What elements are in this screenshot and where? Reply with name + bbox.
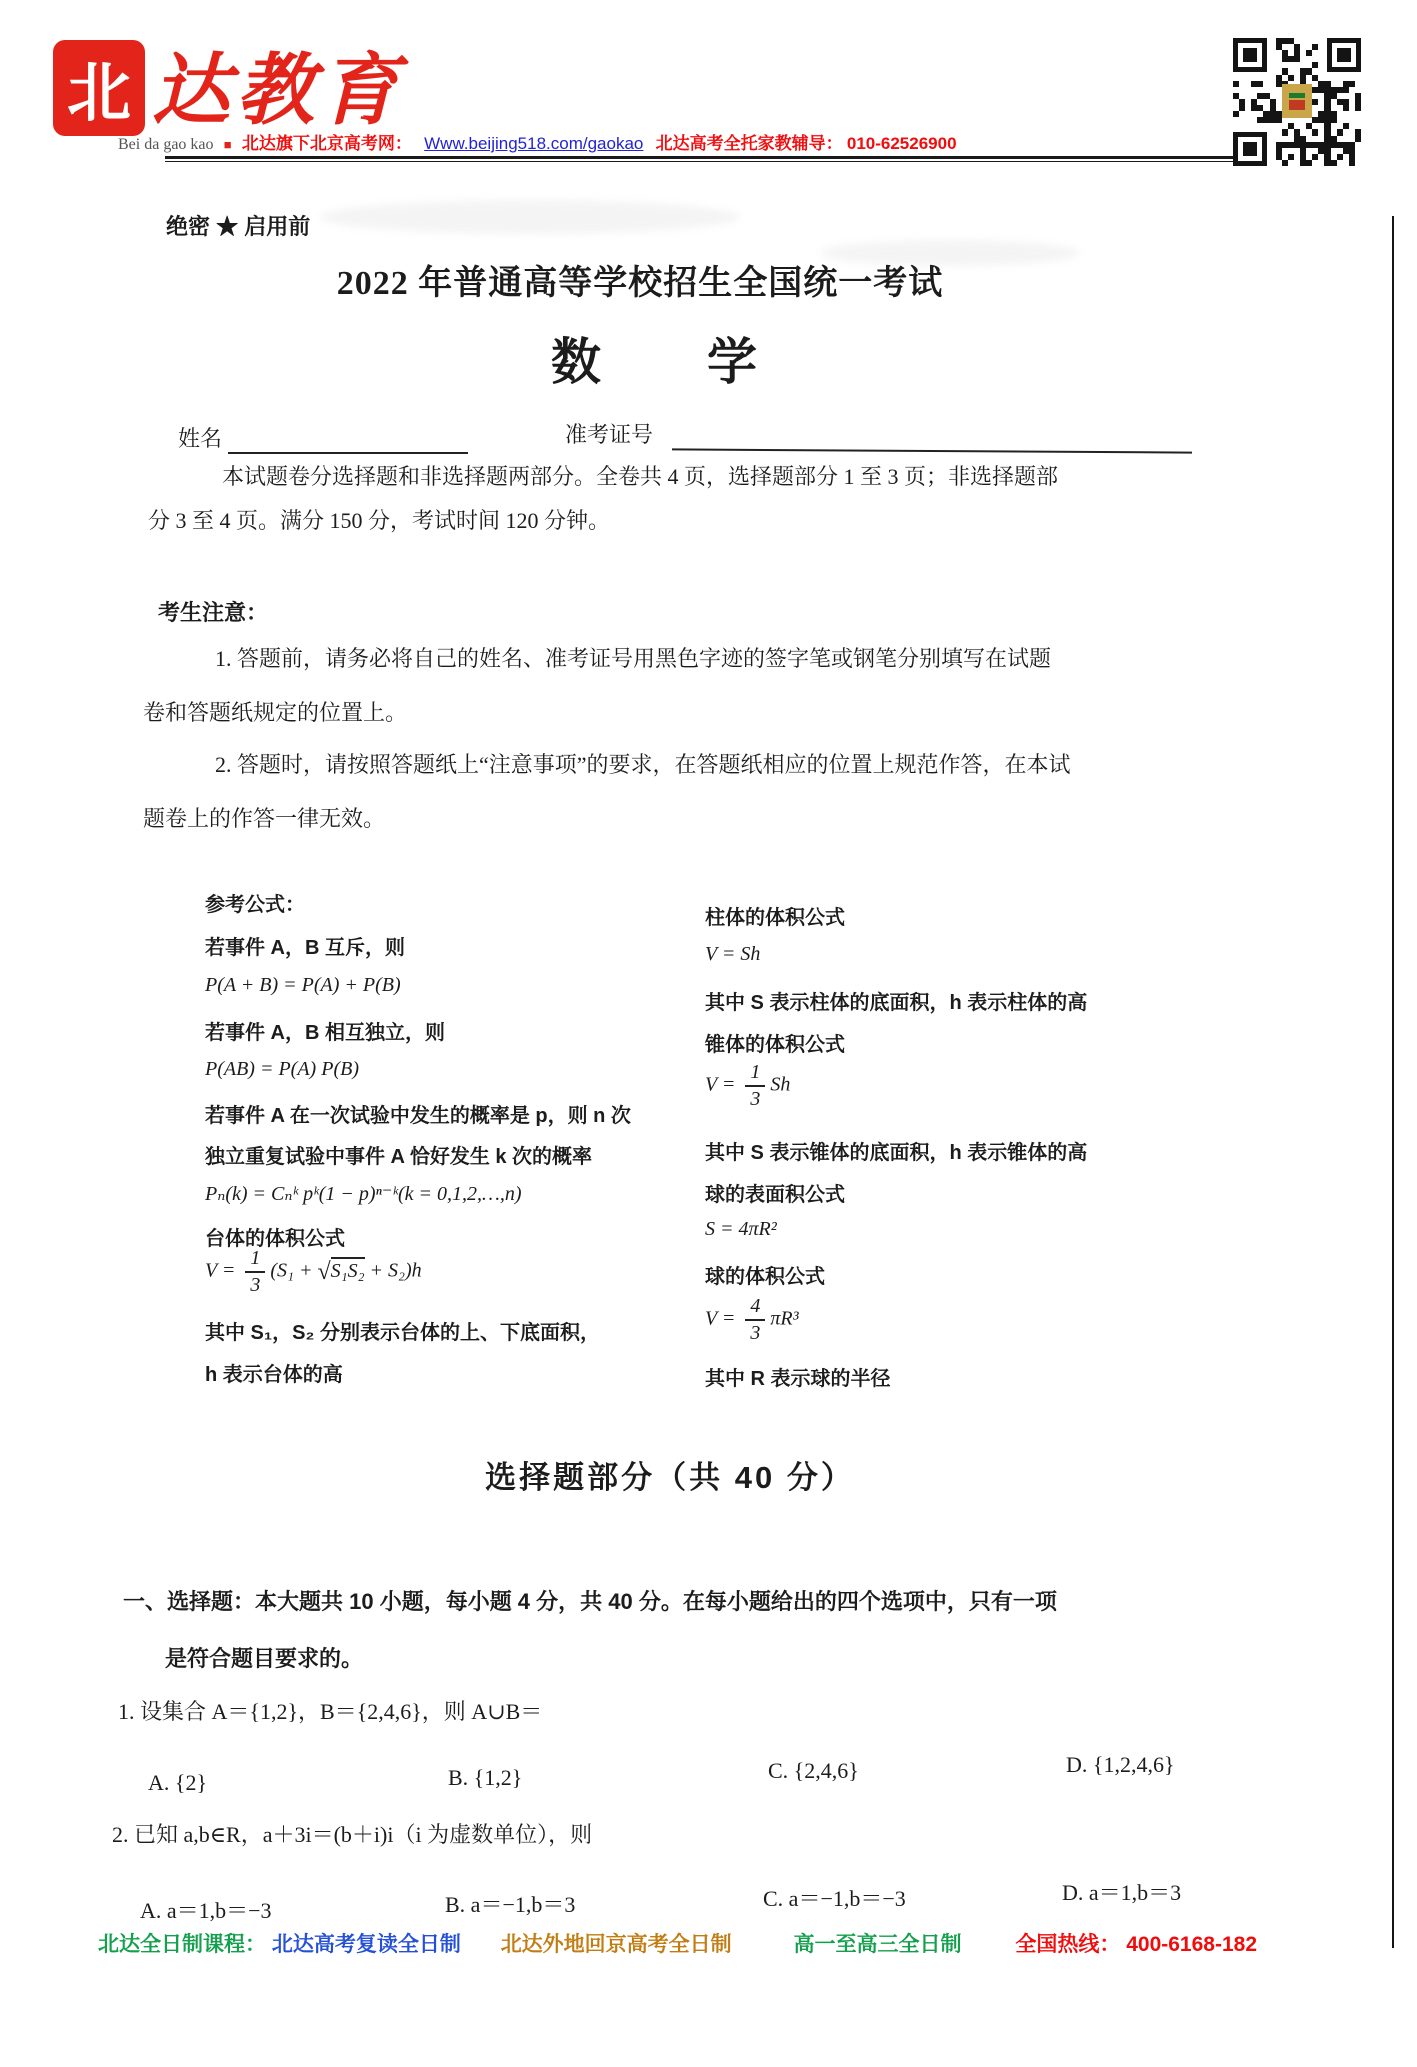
scan-edge-line bbox=[1392, 216, 1394, 1948]
formula-line: 若事件 A，B 互斥，则 bbox=[205, 937, 405, 959]
ticket-underline bbox=[672, 448, 1192, 453]
site-url-link[interactable]: Www.beijing518.com/gaokao bbox=[424, 134, 644, 153]
tagline-en: Bei da gao kao bbox=[118, 136, 214, 153]
brand-seal-icon: 北 bbox=[55, 42, 143, 134]
formula-fragment: V = bbox=[205, 1259, 241, 1282]
site-label: 北达旗下北京高考网： bbox=[241, 134, 412, 153]
formula-line: 若事件 A 在一次试验中发生的概率是 p，则 n 次 bbox=[205, 1105, 631, 1127]
formula-fragment: πR³ bbox=[770, 1307, 799, 1330]
subject-title: 数 学 bbox=[551, 334, 759, 390]
sphere-volume-formula bbox=[705, 1296, 799, 1344]
question-2-stem: 2. 已知 a,b∈R，a＋3i＝(b＋i)i（i 为虚数单位），则 bbox=[112, 1822, 593, 1847]
scan-smudge bbox=[320, 200, 740, 234]
frustum-volume-formula bbox=[205, 1248, 422, 1296]
formula-fragment: + S₂)h bbox=[364, 1259, 422, 1282]
fraction-denominator: 3 bbox=[250, 1274, 261, 1296]
formula-fragment: V = bbox=[705, 1307, 741, 1330]
formula-line: 其中 S₁，S₂ 分别表示台体的上、下底面积， bbox=[205, 1322, 600, 1344]
fraction-denominator: 3 bbox=[750, 1088, 761, 1110]
fraction bbox=[245, 1248, 265, 1296]
question-1-option-b: B. {1,2} bbox=[448, 1765, 523, 1790]
qr-finder-icon bbox=[1233, 38, 1267, 72]
fraction-numerator: 1 bbox=[245, 1248, 265, 1273]
exam-title: 2022 年普通高等学校招生全国统一考试 bbox=[336, 265, 944, 302]
footer-item-return-beijing: 北达外地回京高考全日制 bbox=[500, 1933, 732, 1956]
formula-line: 若事件 A，B 相互独立，则 bbox=[205, 1022, 445, 1044]
name-label: 姓名 bbox=[178, 426, 223, 451]
formula-fragment: V = bbox=[705, 1073, 741, 1096]
question-2-option-a: A. a＝1,b＝−3 bbox=[140, 1898, 272, 1923]
name-underline bbox=[228, 452, 468, 454]
qr-center-logo bbox=[1282, 84, 1312, 118]
formula-line: P(A + B) = P(A) + P(B) bbox=[205, 974, 401, 996]
intro-line: 分 3 至 4 页。满分 150 分，考试时间 120 分钟。 bbox=[148, 508, 611, 533]
radical-sign: √ bbox=[317, 1258, 331, 1285]
square-root bbox=[317, 1258, 365, 1285]
header-tagline bbox=[118, 129, 957, 154]
formula-line: 锥体的体积公式 bbox=[705, 1034, 845, 1056]
tutor-phone: 010-62526900 bbox=[846, 134, 957, 153]
formula-line: 其中 S 表示柱体的底面积，h 表示柱体的高 bbox=[705, 992, 1088, 1014]
formula-line: V = Sh bbox=[705, 943, 761, 965]
question-2-option-b: B. a＝−1,b＝3 bbox=[445, 1892, 576, 1917]
brand-name: 达教育 bbox=[152, 47, 405, 134]
question-2-option-d: D. a＝1,b＝3 bbox=[1062, 1880, 1182, 1905]
notice-item: 2. 答题时，请按照答题纸上“注意事项”的要求，在答题纸相应的位置上规范作答，在本试 bbox=[215, 752, 1071, 777]
fraction-numerator: 4 bbox=[745, 1296, 765, 1321]
question-2-option-c: C. a＝−1,b＝−3 bbox=[763, 1886, 906, 1911]
notice-item: 卷和答题纸规定的位置上。 bbox=[143, 700, 408, 725]
notice-item: 1. 答题前，请务必将自己的姓名、准考证号用黑色字迹的签字笔或钢笔分别填写在试题 bbox=[215, 646, 1052, 671]
formula-line: S = 4πR² bbox=[705, 1218, 777, 1240]
formula-line: Pₙ(k) = Cₙᵏ pᵏ(1 − p)ⁿ⁻ᵏ(k = 0,1,2,…,n) bbox=[205, 1183, 522, 1205]
fraction bbox=[745, 1296, 765, 1344]
notice-heading: 考生注意： bbox=[158, 600, 269, 625]
formulas-heading: 参考公式： bbox=[205, 894, 305, 916]
question-1-stem: 1. 设集合 A＝{1,2}，B＝{2,4,6}，则 A∪B＝ bbox=[118, 1699, 543, 1724]
ticket-label: 准考证号 bbox=[565, 422, 654, 447]
footer-hotline-number: 400-6168-182 bbox=[1126, 1933, 1257, 1956]
formula-line: 柱体的体积公式 bbox=[705, 907, 845, 929]
formula-line: 台体的体积公式 bbox=[205, 1228, 345, 1250]
formula-line: 独立重复试验中事件 A 恰好发生 k 次的概率 bbox=[205, 1146, 593, 1168]
header-rule-thick bbox=[165, 156, 1260, 159]
footer-hotline-label: 全国热线： bbox=[1015, 1933, 1121, 1956]
qr-finder-icon bbox=[1327, 38, 1361, 72]
intro-line: 本试题卷分选择题和非选择题两部分。全卷共 4 页，选择题部分 1 至 3 页；非选择题部 bbox=[222, 464, 1059, 489]
fraction-denominator: 3 bbox=[750, 1322, 761, 1344]
qr-finder-icon bbox=[1233, 132, 1267, 166]
cone-volume-formula bbox=[705, 1062, 790, 1110]
formula-line: 其中 R 表示球的半径 bbox=[705, 1368, 891, 1390]
formula-fragment: (S₁ + bbox=[270, 1259, 318, 1282]
fraction-numerator: 1 bbox=[745, 1062, 765, 1087]
question-1-option-a: A. {2} bbox=[148, 1770, 208, 1795]
secrecy-label: 绝密 ★ 启用前 bbox=[166, 214, 311, 239]
bullet-icon: ■ bbox=[223, 137, 232, 152]
footer bbox=[98, 1928, 1257, 1958]
footer-course-label: 北达全日制课程： bbox=[98, 1933, 266, 1956]
question-1-option-d: D. {1,2,4,6} bbox=[1066, 1752, 1175, 1777]
formula-line: 球的体积公式 bbox=[705, 1266, 825, 1288]
formula-line: P(AB) = P(A) P(B) bbox=[205, 1058, 359, 1080]
formula-line: 其中 S 表示锥体的底面积，h 表示锥体的高 bbox=[705, 1142, 1088, 1164]
footer-item-grade1-3: 高一至高三全日制 bbox=[793, 1933, 962, 1956]
header-rule-thin bbox=[165, 161, 1260, 162]
question-1-option-c: C. {2,4,6} bbox=[768, 1758, 859, 1783]
mcq-intro: 是符合题目要求的。 bbox=[165, 1646, 364, 1671]
fraction bbox=[745, 1062, 765, 1110]
notice-item: 题卷上的作答一律无效。 bbox=[143, 806, 386, 831]
footer-item-fulltime-repeat: 北达高考复读全日制 bbox=[271, 1933, 461, 1956]
section-title: 选择题部分（共 40 分） bbox=[485, 1460, 855, 1495]
radicand: S₁S₂ bbox=[331, 1257, 365, 1282]
tutor-label: 北达高考全托家教辅导： bbox=[655, 134, 843, 153]
formula-line: h 表示台体的高 bbox=[205, 1364, 343, 1386]
mcq-intro: 一、选择题：本大题共 10 小题，每小题 4 分，共 40 分。在每小题给出的四个选项中，只有一项 bbox=[123, 1589, 1057, 1614]
formula-line: 球的表面积公式 bbox=[705, 1184, 845, 1206]
formula-fragment: Sh bbox=[770, 1073, 791, 1096]
